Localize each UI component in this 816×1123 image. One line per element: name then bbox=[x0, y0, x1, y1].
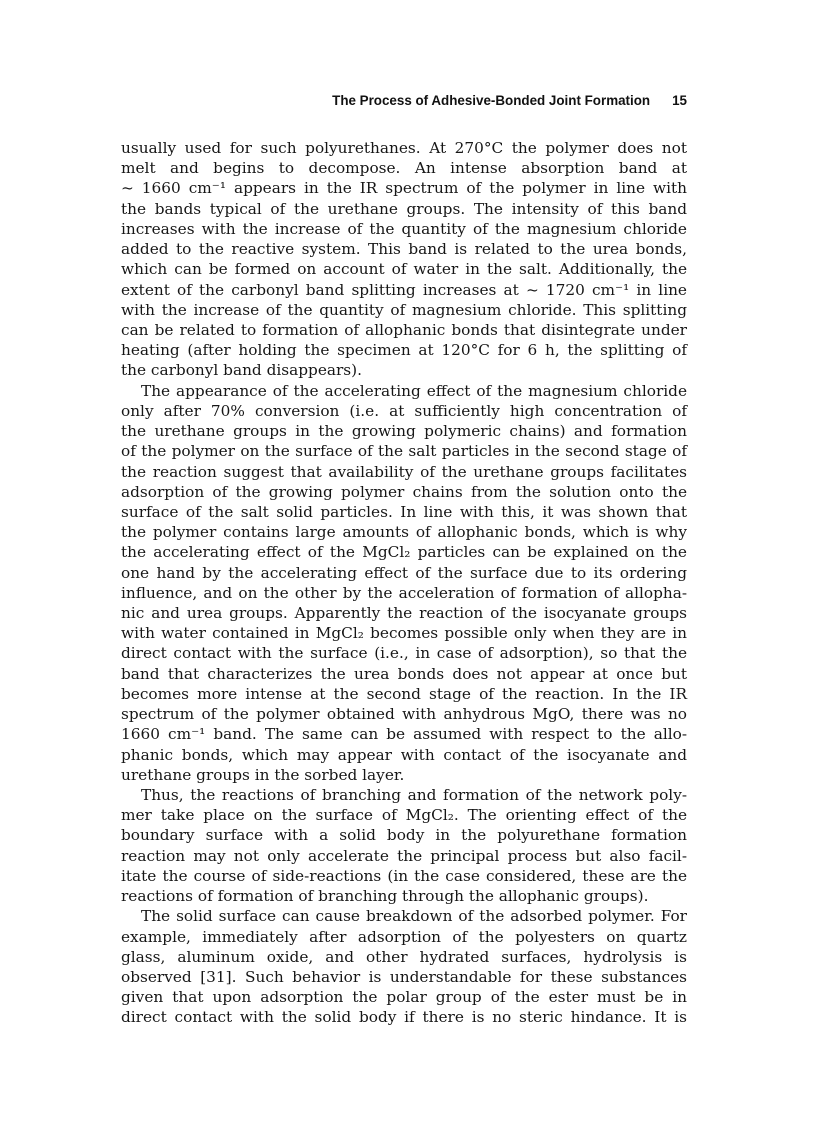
text-line: extent of the carbonyl band splitting increases at ~ 1720 cm⁻¹ in line bbox=[121, 280, 687, 299]
page-number: 15 bbox=[672, 93, 687, 108]
body-text bbox=[121, 138, 687, 1028]
running-head bbox=[121, 93, 687, 113]
text-line: influence, and on the other by the acceleration of formation of allopha- bbox=[121, 583, 687, 602]
text-line: heating (after holding the specimen at 120°C for 6 h, the splitting of bbox=[121, 341, 687, 360]
running-title: The Process of Adhesive-Bonded Joint Formation bbox=[332, 93, 651, 108]
text-line: urethane groups in the sorbed layer. bbox=[121, 765, 405, 784]
text-line: only after 70% conversion (i.e. at sufficiently high concentration of bbox=[121, 401, 687, 420]
text-line: becomes more intense at the second stage of the reaction. In the IR bbox=[121, 684, 687, 703]
text-line: spectrum of the polymer obtained with anhydrous MgO, there was no bbox=[121, 705, 687, 724]
text-line: nic and urea groups. Apparently the reaction of the isocyanate groups bbox=[121, 604, 687, 623]
text-line: direct contact with the solid body if there is no steric hindance. It is bbox=[121, 1008, 687, 1027]
text-line: reaction may not only accelerate the principal process but also facil- bbox=[121, 846, 687, 865]
text-line: boundary surface with a solid body in the polyurethane formation bbox=[121, 826, 687, 845]
text-line: with water contained in MgCl₂ becomes possible only when they are in bbox=[121, 624, 687, 643]
text-line: usually used for such polyurethanes. At 270°C the polymer does not bbox=[121, 139, 687, 157]
text-line: given that upon adsorption the polar group of the ester must be in bbox=[121, 988, 687, 1007]
text-line: added to the reactive system. This band is related to the urea bonds, bbox=[121, 240, 687, 259]
text-line: with the increase of the quantity of magnesium chloride. This splitting bbox=[121, 300, 687, 319]
text-line: can be related to formation of allophanic bonds that disintegrate under bbox=[121, 320, 687, 339]
text-line: the urethane groups in the growing polymeric chains) and formation bbox=[121, 422, 687, 441]
text-line: surface of the salt solid particles. In line with this, it was shown that bbox=[121, 502, 687, 521]
text-line: The appearance of the accelerating effect of the magnesium chloride bbox=[141, 381, 687, 400]
text-line: the polymer contains large amounts of allophanic bonds, which is why bbox=[121, 523, 687, 542]
text-line: one hand by the accelerating effect of the surface due to its ordering bbox=[121, 563, 687, 582]
text-line: itate the course of side-reactions (in the case considered, these are the bbox=[121, 866, 687, 885]
text-line: the reaction suggest that availability of the urethane groups facilitates bbox=[121, 462, 687, 481]
text-line: adsorption of the growing polymer chains from the solution onto the bbox=[121, 482, 687, 501]
text-line: 1660 cm⁻¹ band. The same can be assumed with respect to the allo- bbox=[121, 725, 687, 744]
text-line: observed [31]. Such behavior is understandable for these substances bbox=[121, 967, 687, 986]
text-line: Thus, the reactions of branching and formation of the network poly- bbox=[141, 786, 687, 804]
text-line: the accelerating effect of the MgCl₂ particles can be explained on the bbox=[121, 543, 687, 562]
text-line: which can be formed on account of water in the salt. Additionally, the bbox=[121, 260, 687, 279]
text-line: phanic bonds, which may appear with contact of the isocyanate and bbox=[121, 745, 687, 764]
text-line: glass, aluminum oxide, and other hydrated surfaces, hydrolysis is bbox=[121, 947, 687, 966]
text-line: increases with the increase of the quantity of the magnesium chloride bbox=[121, 219, 687, 238]
text-line: ~ 1660 cm⁻¹ appears in the IR spectrum of the polymer in line with bbox=[121, 179, 687, 198]
text-line: direct contact with the surface (i.e., in case of adsorption), so that the bbox=[121, 644, 687, 663]
text-line: of the polymer on the surface of the salt particles in the second stage of bbox=[121, 442, 687, 461]
text-line: The solid surface can cause breakdown of the adsorbed polymer. For bbox=[141, 907, 687, 926]
text-line: the bands typical of the urethane groups. The intensity of this band bbox=[121, 199, 687, 218]
text-line: example, immediately after adsorption of the polyesters on quartz bbox=[121, 927, 687, 946]
text-line: reactions of formation of branching through the allophanic groups). bbox=[121, 887, 649, 906]
text-line: mer take place on the surface of MgCl₂. The orienting effect of the bbox=[121, 806, 687, 825]
text-line: the carbonyl band disappears). bbox=[121, 361, 362, 380]
text-line: melt and begins to decompose. An intense absorption band at bbox=[121, 159, 687, 178]
text-line: band that characterizes the urea bonds does not appear at once but bbox=[121, 664, 687, 683]
